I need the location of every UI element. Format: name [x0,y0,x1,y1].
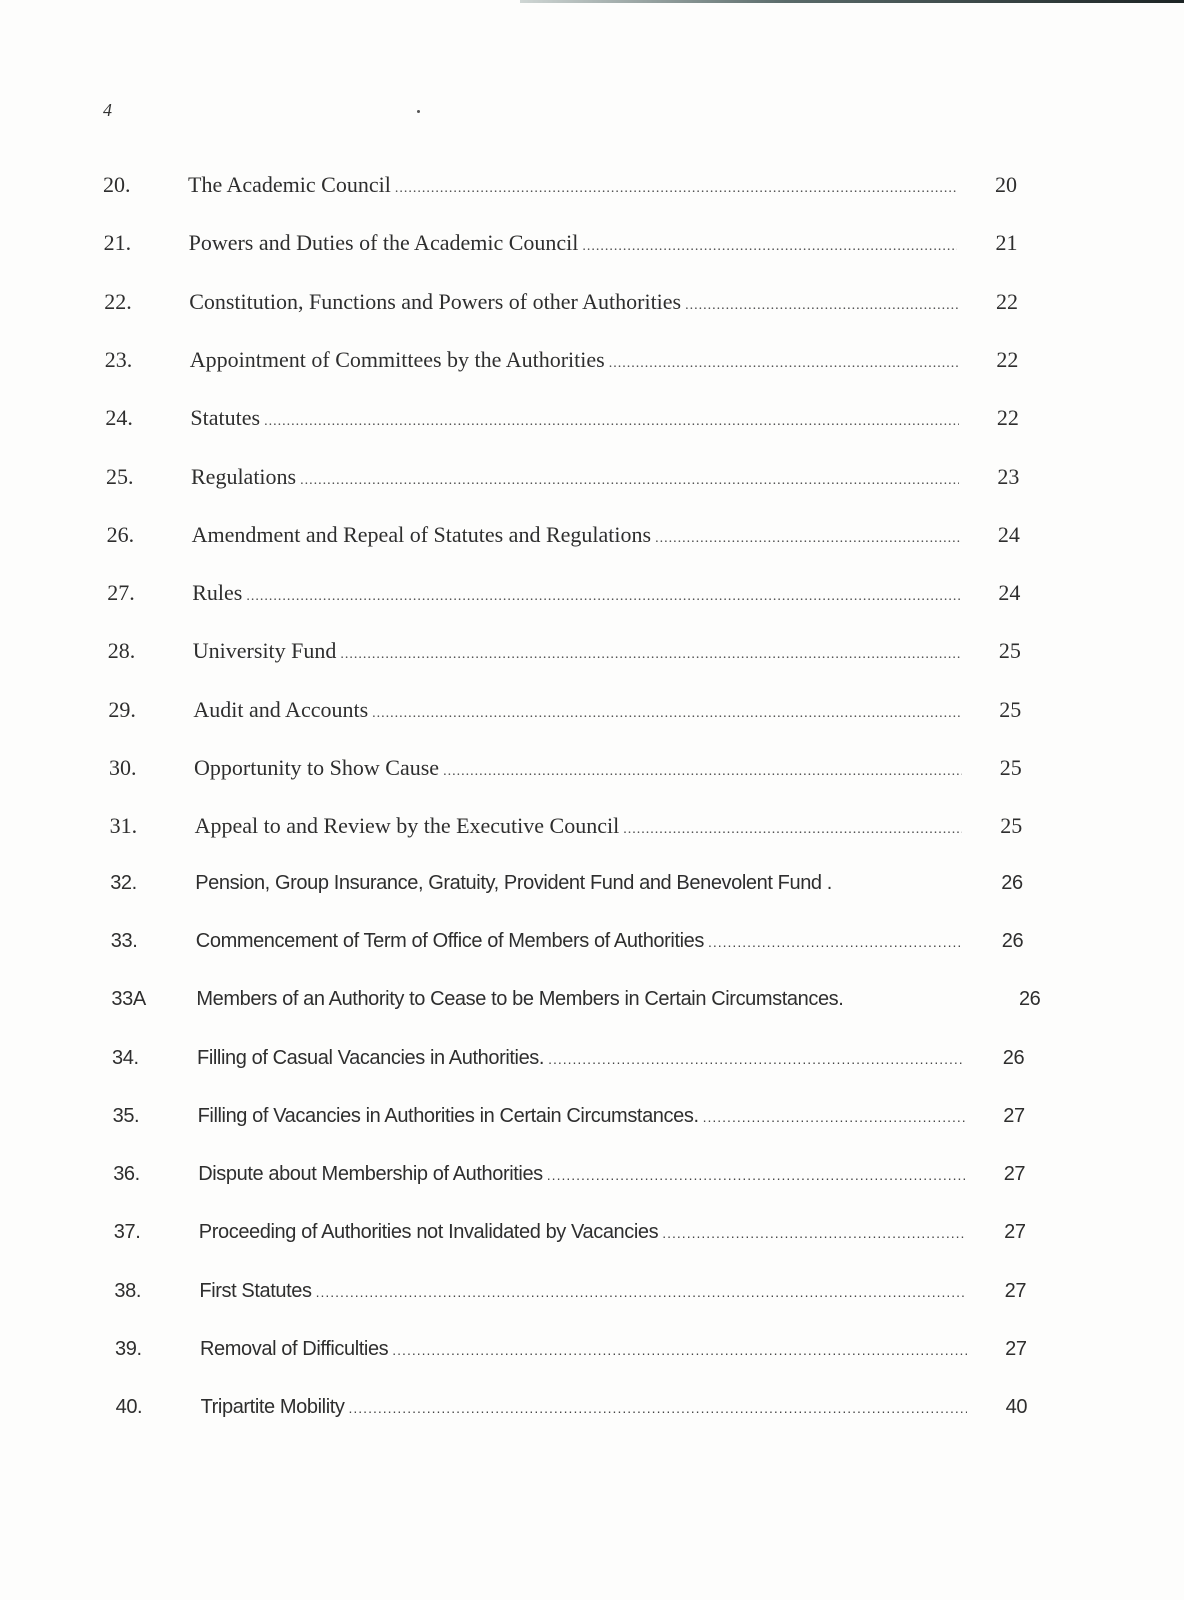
toc-entry-title: University Fund [192,638,337,664]
scan-speck [417,110,420,113]
toc-entry [107,522,1026,552]
toc-entry-page: 24 [998,580,1021,606]
page-number: 4 [103,100,112,120]
toc-entry-title: The Academic Council [188,172,391,197]
toc-entry-title: Filling of Casual Vacancies in Authorities. [197,1046,545,1069]
toc-entry-number: 29. [108,696,136,722]
toc-entry-number: 24. [105,405,133,431]
toc-entry-page: 22 [995,288,1018,314]
toc-entry [105,405,1025,435]
toc-entry-title: Statutes [190,405,261,431]
toc-entry-title: Removal of Difficulties [200,1338,389,1360]
toc-entry-page: 22 [996,346,1019,372]
dot-leader [349,1400,968,1416]
dot-leader [264,414,959,430]
toc-entry-page: 40 [1005,1396,1028,1419]
toc-entry-page: 25 [1000,813,1023,839]
toc-entry-number: 40. [115,1396,143,1419]
toc-entry-number: 25. [106,463,134,489]
toc-entry-title: Regulations [191,463,297,489]
toc-entry-number: 36. [113,1163,140,1186]
toc-entry-page: 27 [1003,1163,1026,1186]
toc-entry-page: 26 [1001,871,1023,894]
toc-entry-page: 23 [997,463,1020,489]
toc-entry [107,580,1026,610]
toc-entry [108,697,1027,727]
dot-leader [246,589,960,605]
toc-entry-number: 31. [109,813,138,839]
toc-entry-page: 22 [996,405,1019,431]
dot-leader [443,764,962,780]
toc-entry-page: 27 [1005,1338,1027,1360]
toc-entry [114,1280,1032,1310]
toc-entry-page: 25 [998,638,1021,664]
toc-entry-page: 27 [1004,1279,1027,1302]
toc-entry-title: Appeal to and Review by the Executive Council [194,813,620,839]
toc-entry [111,988,1046,1018]
toc-entry-number: 33A [111,988,146,1011]
toc-entry-title: Commencement of Term of Office of Members of Authorities [195,929,704,952]
toc-entry [103,172,1023,202]
toc-entry-title: Dispute about Membership of Authorities [198,1163,543,1186]
toc-entry [114,1221,1032,1251]
toc-entry-title: Audit and Accounts [193,696,369,722]
toc-entry [112,1047,1030,1077]
dot-leader [395,181,957,197]
toc-entry [104,289,1024,319]
toc-entry-number: 37. [113,1221,141,1244]
toc-entry-number: 33. [110,929,138,952]
dot-leader [547,1167,965,1183]
toc-entry-page: 26 [1002,1046,1025,1069]
toc-entry [115,1338,1033,1368]
toc-entry-number: 23. [104,346,133,372]
toc-entry-title: Filling of Vacancies in Authorities in Certain Circumstances. [197,1104,699,1127]
toc-entry-number: 22. [104,288,132,314]
toc-entry-number: 35. [112,1104,140,1127]
toc-entry-title: Powers and Duties of the Academic Council [188,230,579,256]
toc-entry-title: Pension, Group Insurance, Gratuity, Provident Fund and Benevolent Fund . [195,871,832,894]
toc-entry-title: Constitution, Functions and Powers of other Authorities [189,288,682,314]
dot-leader [623,822,962,838]
dot-leader [609,356,959,372]
toc-entry-number: 38. [114,1279,141,1302]
dot-leader [392,1342,966,1358]
toc-entry-page: 20 [995,172,1017,197]
dot-leader [548,1051,964,1067]
toc-entry-title: First Statutes [199,1279,312,1302]
dot-leader [662,1225,965,1241]
toc-entry [110,813,1029,843]
toc-entry-page: 26 [1018,988,1041,1011]
toc-entry [104,230,1024,260]
toc-entry [106,464,1025,494]
scan-top-edge [520,0,1184,3]
dot-leader [316,1284,967,1300]
toc-entry [113,1163,1031,1193]
toc-entry-page: 26 [1001,929,1024,952]
toc-entry-page: 27 [1004,1221,1026,1244]
toc-entry-number: 34. [112,1046,139,1069]
dot-leader [372,706,961,722]
dot-leader [685,298,958,314]
toc-entry-title: Rules [192,580,243,606]
dot-leader [708,934,963,950]
toc-entry [105,347,1025,377]
toc-entry [108,638,1027,668]
toc-entry [111,930,1029,960]
dot-leader [340,647,960,663]
dot-leader [582,239,957,255]
toc-entry-number: 28. [107,638,136,664]
toc-entry [113,1105,1031,1135]
toc-entry-page: 24 [997,521,1020,547]
dot-leader [300,473,959,489]
toc-entry-number: 21. [103,230,132,256]
toc-entry-number: 26. [106,521,135,547]
toc-entry-page: 25 [999,755,1022,780]
dot-leader [655,531,960,547]
toc-entry [110,872,1029,902]
toc-entry-title: Members of an Authority to Cease to be Members in Certain Circumstances. [196,988,844,1011]
toc-entry-page: 27 [1003,1104,1025,1127]
toc-entry-title: Appointment of Committees by the Authorities [189,346,605,372]
toc-entry-number: 39. [115,1338,142,1360]
toc-entry-number: 27. [107,580,135,606]
dot-leader [703,1109,965,1125]
toc-entry-number: 32. [110,871,137,894]
toc-entry-page: 25 [999,696,1022,722]
toc-entry-title: Proceeding of Authorities not Invalidated by Vacancies [198,1221,659,1244]
toc-entry [116,1396,1033,1426]
toc-entry-title: Opportunity to Show Cause [194,755,440,780]
toc-entry-number: 20. [103,172,131,197]
toc-entry [109,755,1028,785]
toc-entry-page: 21 [995,230,1018,256]
toc-entry-title: Tripartite Mobility [200,1396,345,1419]
toc-entry-title: Amendment and Repeal of Statutes and Regulations [191,521,652,547]
toc-entry-number: 30. [109,755,137,780]
